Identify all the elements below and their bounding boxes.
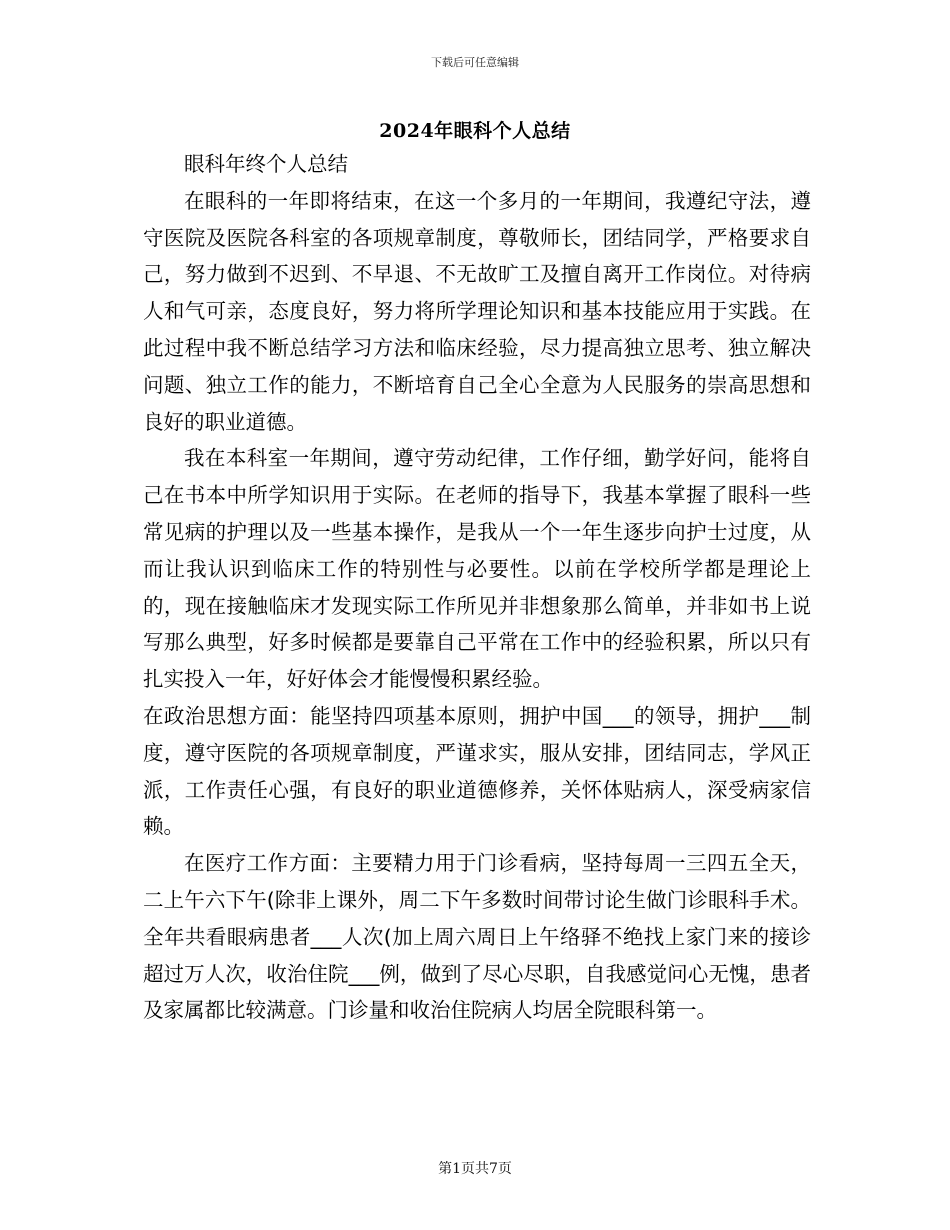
- paragraph-4: 在医疗工作方面：主要精力用于门诊看病，坚持每周一三四五全天，二上午六下午(除非上课外，周二下午多数时间带讨论生做门诊眼科手术。全年共看眼病患者___人次(加上周六周日上午络驿不绝找上家门来的接诊超过万人次，收治住院___例，做到了尽心尽职，自我感觉问心无愧，患者及家属都比较满意。门诊量和收治住院病人均居全院眼科第一。: [143, 851, 811, 1023]
- page-footer: 第1页共7页: [438, 1161, 512, 1177]
- document-subtitle: 眼科年终个人总结: [184, 152, 348, 176]
- document-body: [143, 146, 811, 1029]
- document-title: 2024年眼科个人总结: [379, 120, 571, 142]
- paragraph-1: 在眼科的一年即将结束，在这一个多月的一年期间，我遵纪守法，遵守医院及医院各科室的各项规章制度，尊敬师长，团结同学，严格要求自己，努力做到不迟到、不早退、不无故旷工及擅自离开工作岗位。对待病人和气可亲，态度良好，努力将所学理论知识和基本技能应用于实践。在此过程中我不断总结学习方法和临床经验，尽力提高独立思考、独立解决问题、独立工作的能力，不断培育自己全心全意为人民服务的崇高思想和良好的职业道德。: [143, 188, 811, 434]
- paragraph-3: 在政治思想方面：能坚持四项基本原则，拥护中国___的领导，拥护___制度，遵守医院的各项规章制度，严谨求实，服从安排，团结同志，学风正派，工作责任心强，有良好的职业道德修养，关怀体贴病人，深受病家信赖。: [143, 703, 811, 839]
- header-note: 下载后可任意编辑: [431, 56, 519, 69]
- paragraph-2: 我在本科室一年期间，遵守劳动纪律，工作仔细，勤学好问，能将自己在书本中所学知识用于实际。在老师的指导下，我基本掌握了眼科一些常见病的护理以及一些基本操作，是我从一个一年生逐步向护士过度，从而让我认识到临床工作的特别性与必要性。以前在学校所学都是理论上的，现在接触临床才发现实际工作所见并非想象那么简单，并非如书上说写那么典型，好多时候都是要靠自己平常在工作中的经验积累，所以只有扎实投入一年，好好体会才能慢慢积累经验。: [143, 446, 811, 692]
